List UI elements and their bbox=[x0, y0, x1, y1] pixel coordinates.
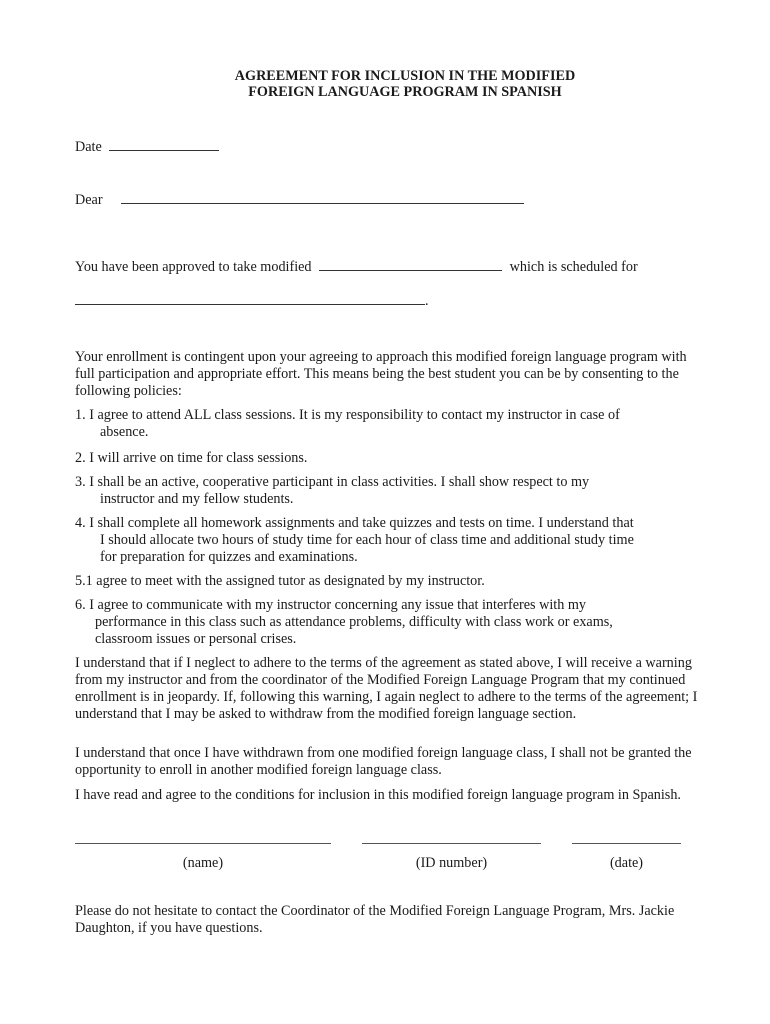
date-row bbox=[75, 139, 219, 156]
schedule-period: . bbox=[425, 293, 429, 309]
name-label: (name) bbox=[182, 855, 224, 871]
agree-paragraph: I have read and agree to the conditions for inclusion in this modified foreign language program in Spanish. bbox=[75, 787, 681, 803]
signature-date-label: (date) bbox=[609, 855, 644, 871]
policy-item bbox=[75, 597, 715, 648]
policy-text: 1. I agree to attend ALL class sessions. It is my responsibility to contact my instructor in case of bbox=[75, 407, 620, 423]
policy-text: 6. I agree to communicate with my instructor concerning any issue that interferes with my bbox=[75, 597, 586, 613]
policy-item bbox=[75, 515, 715, 566]
approved-prefix: You have been approved to take modified bbox=[75, 259, 312, 275]
warning-paragraph: I understand that if I neglect to adhere to the terms of the agreement as stated above, I will receive a warning from my instructor and from the coordinator of the Modified Foreign Language Program that my continued enrollment is in jeopardy. If, following this warning, I again neglect to adhere to the terms of the agreement; I understand that I may be asked to withdraw from the modified foreign language section. bbox=[75, 655, 698, 722]
title-line-1: AGREEMENT FOR INCLUSION IN THE MODIFIED bbox=[234, 68, 576, 84]
intro-paragraph: Your enrollment is contingent upon your agreeing to approach this modified foreign language program with full participation and appropriate effort. This means being the best student you can be by consenting to the following policies: bbox=[75, 349, 687, 399]
recipient-field[interactable] bbox=[121, 203, 524, 204]
title-line-2: FOREIGN LANGUAGE PROGRAM IN SPANISH bbox=[248, 84, 562, 100]
policy-text: 3. I shall be an active, cooperative participant in class activities. I shall show respect to my bbox=[75, 474, 590, 490]
approved-suffix: which is scheduled for bbox=[509, 259, 638, 275]
policy-text: classroom issues or personal crises. bbox=[95, 631, 297, 647]
dear-label: Dear bbox=[75, 192, 103, 208]
policy-item bbox=[75, 407, 715, 441]
policy-item bbox=[75, 573, 715, 590]
date-label: Date bbox=[75, 139, 102, 155]
id-signature-line[interactable] bbox=[362, 843, 541, 844]
schedule-field[interactable] bbox=[75, 304, 425, 305]
name-signature-line[interactable] bbox=[75, 843, 331, 844]
policy-text: absence. bbox=[100, 424, 149, 440]
policy-text: I should allocate two hours of study time for each hour of class time and additional study time bbox=[100, 532, 634, 548]
contact-paragraph: Please do not hesitate to contact the Coordinator of the Modified Foreign Language Program, Mrs. Jackie Daughton, if you have questions. bbox=[75, 903, 675, 936]
policy-text: instructor and my fellow students. bbox=[100, 491, 294, 507]
schedule-row bbox=[75, 293, 429, 310]
date-signature-line[interactable] bbox=[572, 843, 681, 844]
approved-row bbox=[75, 259, 638, 276]
policy-item bbox=[75, 474, 715, 508]
policy-text: 4. I shall complete all homework assignments and take quizzes and tests on time. I understand that bbox=[75, 515, 634, 531]
dear-row bbox=[75, 192, 524, 209]
policy-text: for preparation for quizzes and examinations. bbox=[100, 549, 358, 565]
course-field[interactable] bbox=[319, 270, 502, 271]
id-number-label: (ID number) bbox=[415, 855, 488, 871]
date-field[interactable] bbox=[109, 150, 219, 151]
withdrawn-paragraph: I understand that once I have withdrawn from one modified foreign language class, I shall not be granted the opportunity to enroll in another modified foreign language class. bbox=[75, 745, 692, 778]
policy-text: 2. I will arrive on time for class sessions. bbox=[75, 450, 308, 466]
policy-text: 5.1 agree to meet with the assigned tutor as designated by my instructor. bbox=[75, 573, 485, 589]
document-title bbox=[0, 68, 770, 100]
policy-item bbox=[75, 450, 715, 467]
policy-text: performance in this class such as attendance problems, difficulty with class work or exams, bbox=[95, 614, 613, 630]
